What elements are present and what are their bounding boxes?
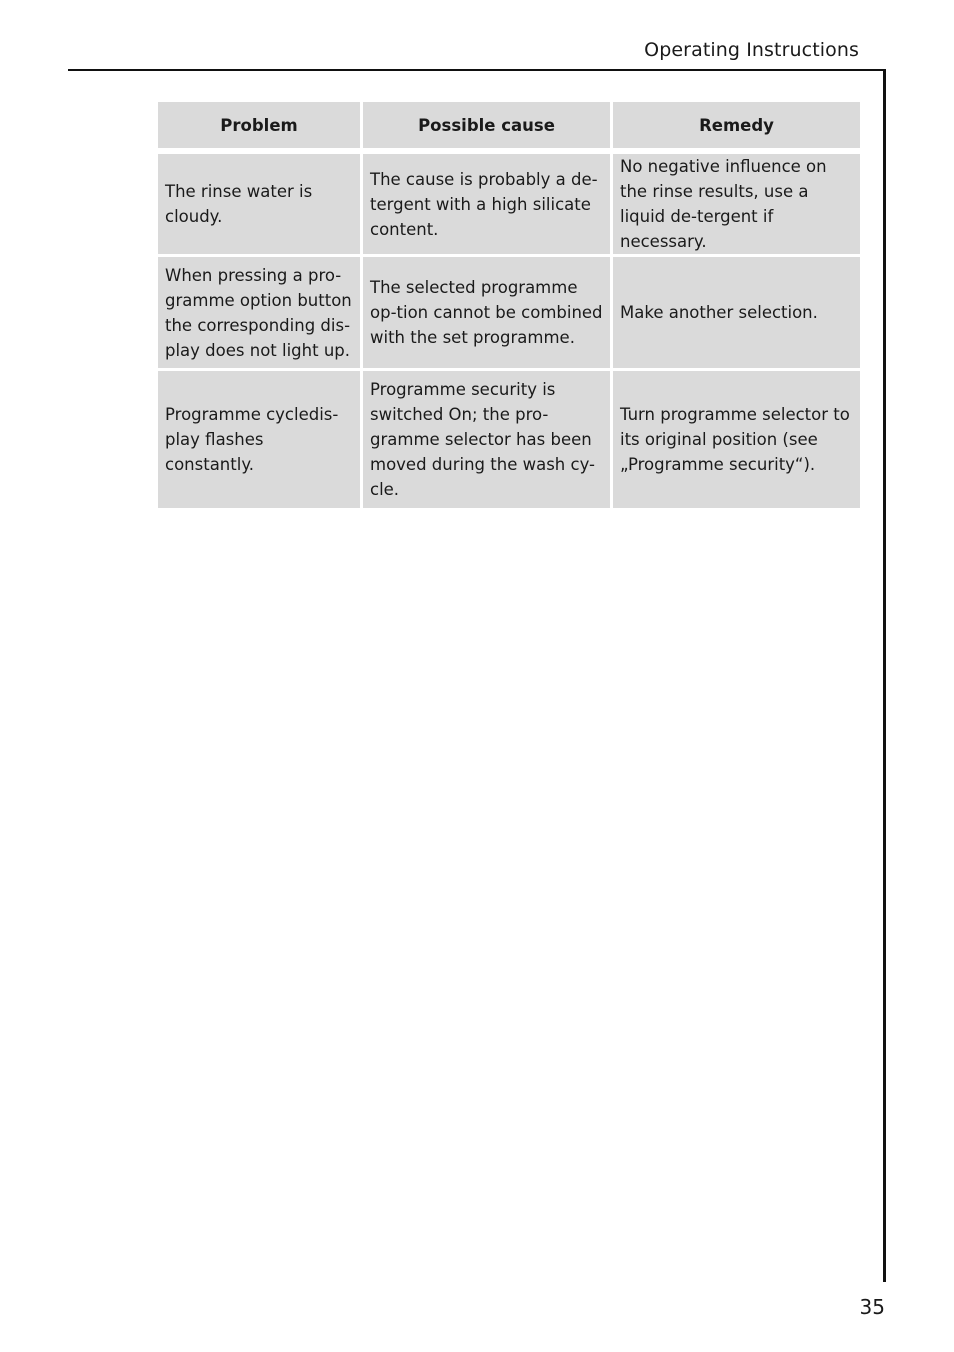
remedy-cell: Turn programme selector to its original position (see „Programme security“). [613,371,860,508]
remedy-cell: No negative influence on the rinse results, use a liquid de-tergent if necessary. [613,154,860,254]
column-header-remedy: Remedy [613,102,860,148]
table-row [158,154,860,254]
table-header-row [158,102,860,148]
table-row [158,257,860,368]
remedy-cell: Make another selection. [613,257,860,368]
cause-cell: The cause is probably a de-tergent with a high silicate content. [363,154,610,254]
table-row [158,371,860,508]
troubleshooting-table [155,99,863,511]
side-margin-rule [883,69,886,1282]
cause-cell: The selected programme op-tion cannot be combined with the set programme. [363,257,610,368]
page-header-title: Operating Instructions [644,39,859,61]
page-number: 35 [859,1295,885,1319]
column-header-possible-cause: Possible cause [363,102,610,148]
column-header-problem: Problem [158,102,360,148]
header-rule [68,69,886,71]
problem-cell: Programme cycledis-play flashes constantly. [158,371,360,508]
problem-cell: When pressing a pro-gramme option button the corresponding dis-play does not light up. [158,257,360,368]
problem-cell: The rinse water is cloudy. [158,154,360,254]
cause-cell: Programme security is switched On; the pro-gramme selector has been moved during the wash cy-cle. [363,371,610,508]
